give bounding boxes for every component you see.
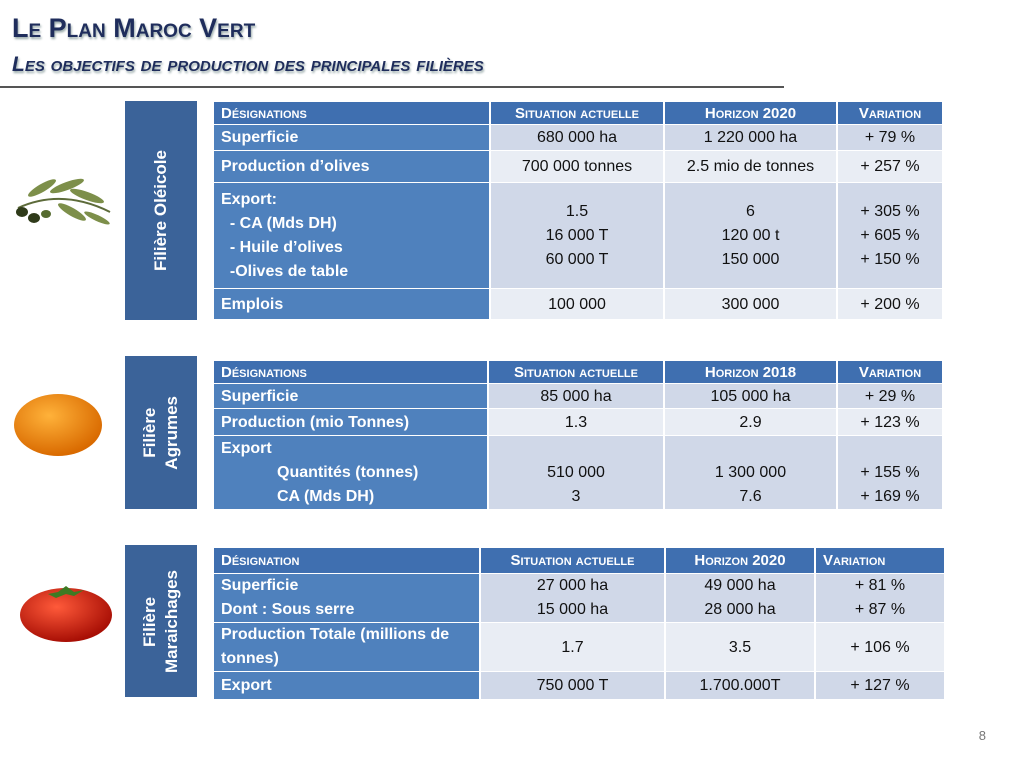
table-cell: 85 000 ha [489,384,663,408]
text-line: Filière [140,407,159,458]
text-line: Dont : Sous serre [221,601,355,618]
table-header-row [214,102,942,124]
text-line: 3 [571,487,581,505]
table-cell: 2.9 [665,409,836,435]
section-label-agrumes [125,356,197,509]
header-designation: Désignations [214,361,487,383]
row-label-cell [214,436,487,509]
text-line: + 81 % [854,577,906,594]
text-line: 28 000 ha [704,601,776,618]
section-label-text [139,396,183,470]
header-variation: Variation [838,361,942,383]
text-line: Quantités (tonnes) [277,463,419,481]
page-title: Le Plan Maroc Vert [12,13,256,43]
table-cell: + 200 % [838,289,942,319]
table-cell: + 106 % [816,623,944,671]
table-cell: + 123 % [838,409,942,435]
text-line: + 150 % [860,250,920,268]
text-line: 150 000 [721,250,780,268]
section-label-maraichages [125,545,197,697]
table-cell: 750 000 T [481,672,664,699]
table-cell: 3.5 [666,623,814,671]
text-line: 16 000 T [545,226,609,244]
table-cell: 2.5 mio de tonnes [665,151,836,182]
text-line: 1 300 000 [714,463,787,481]
row-label-cell: Emplois [214,289,489,319]
table-cell [481,574,664,622]
header-horizon: Horizon 2018 [665,361,836,383]
row-label-cell: Superficie [214,384,487,408]
table-cell [665,183,836,288]
page-number: 8 [978,728,986,743]
table-cell: 1.3 [489,409,663,435]
text-line: + 605 % [860,226,920,244]
text-line: 120 00 t [721,226,780,244]
text-line: 6 [746,202,755,220]
text-line: - Huile d’olives [221,238,343,256]
text-line: Filière [140,595,159,647]
table-cell: + 29 % [838,384,942,408]
tomato-image [18,582,114,644]
table-cell: 100 000 [491,289,663,319]
text-line: CA (Mds DH) [277,487,375,505]
table-row [214,289,942,319]
text-line: Superficie [221,577,299,594]
header-current: Situation actuelle [489,361,663,383]
table-cell [666,574,814,622]
text-line: 1.5 [565,202,589,220]
table-cell: + 127 % [816,672,944,699]
text-line: Export: [221,190,277,208]
table-row [214,125,942,150]
header-current: Situation actuelle [481,548,664,573]
header-horizon: Horizon 2020 [665,102,836,124]
table-oleicole [212,101,944,320]
text-line: + 305 % [860,202,920,220]
table-cell: 300 000 [665,289,836,319]
header-variation: Variation [816,548,944,573]
table-cell [816,574,944,622]
table-cell: 700 000 tonnes [491,151,663,182]
table-header-row [214,361,942,383]
table-maraichages [212,547,946,700]
table-cell: 1.7 [481,623,664,671]
text-line: Agrumes [162,395,181,470]
table-row [214,623,944,671]
table-row [214,409,942,435]
text-line: 15 000 ha [536,601,609,618]
table-row [214,183,942,288]
table-cell: + 79 % [838,125,942,150]
page-subtitle: Les objectifs de production des principales filières [12,53,484,76]
orange-image [12,392,104,458]
table-row [214,574,944,622]
table-cell: 680 000 ha [491,125,663,150]
table-row [214,151,942,182]
text-line: Maraichages [162,569,181,673]
table-header-row [214,548,944,573]
table-cell [489,436,663,509]
text-line: Export [221,439,272,457]
table-cell [491,183,663,288]
table-cell [665,436,836,509]
section-label-text [139,570,183,673]
text-line: + 169 % [860,487,920,505]
table-row [214,672,944,699]
section-label-text: Filière Oléicole [151,150,170,271]
row-label-cell: Export [214,672,479,699]
row-label-cell: Production d’olives [214,151,489,182]
table-cell: 1 220 000 ha [665,125,836,150]
text-line: 7.6 [739,487,762,505]
table-cell [838,183,942,288]
header-designation: Désignations [214,102,489,124]
table-row [214,436,942,509]
row-label-cell [214,574,479,622]
text-line: + 87 % [854,601,906,618]
header-horizon: Horizon 2020 [666,548,814,573]
text-line: 60 000 T [545,250,609,268]
text-line: -Olives de table [221,262,349,280]
table-agrumes [212,360,944,510]
table-cell [838,436,942,509]
header-designation: Désignation [214,548,479,573]
title-divider [0,86,784,88]
text-line: 27 000 ha [536,577,609,594]
table-cell: 1.700.000T [666,672,814,699]
header-variation: Variation [838,102,942,124]
row-label-cell [214,183,489,288]
text-line: - CA (Mds DH) [221,214,337,232]
text-line: + 155 % [860,463,920,481]
row-label-cell: Superficie [214,125,489,150]
header-current: Situation actuelle [491,102,663,124]
row-label-cell: Production Totale (millions de tonnes) [214,623,479,671]
table-row [214,384,942,408]
row-label-cell: Production (mio Tonnes) [214,409,487,435]
text-line: 510 000 [547,463,605,481]
olive-branch-image [12,168,114,230]
table-cell: 105 000 ha [665,384,836,408]
text-line: 49 000 ha [704,577,776,594]
table-cell: + 257 % [838,151,942,182]
section-label-oleicole [125,101,197,320]
